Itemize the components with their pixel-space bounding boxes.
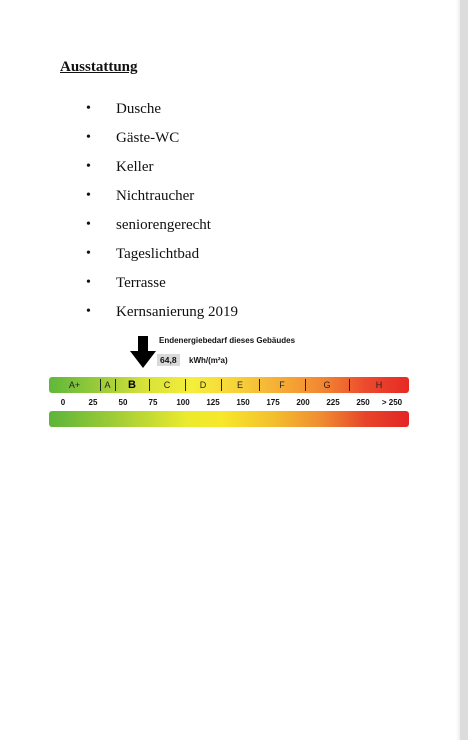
energy-unit: kWh/(m²a) (189, 356, 228, 365)
class-separator (115, 379, 116, 391)
list-item-label: Tageslichtbad (116, 246, 200, 262)
scale-tick-label: 100 (176, 398, 190, 407)
class-separator (100, 379, 101, 391)
arrow-down-icon (130, 336, 156, 368)
bullet: • (86, 188, 91, 203)
bullet: • (86, 217, 91, 232)
scale-tick-label: 125 (206, 398, 220, 407)
scale-tick-label: 75 (148, 398, 158, 407)
bullet: • (86, 304, 91, 319)
bullet: • (86, 101, 91, 116)
scale-tick-label: > 250 (381, 398, 403, 407)
energy-class-g: G (323, 380, 331, 390)
energy-caption: Endenergiebedarf dieses Gebäudes (159, 336, 296, 345)
scale-tick-label: 25 (88, 398, 98, 407)
bullet: • (86, 159, 91, 174)
scale-tick-label: 150 (236, 398, 250, 407)
scale-tick-label: 50 (118, 398, 128, 407)
list-item-label: seniorengerecht (116, 217, 211, 233)
energy-class-bar (49, 377, 409, 393)
scale-tick-label: 250 (356, 398, 370, 407)
class-separator (349, 379, 350, 391)
list-item-label: Kernsanierung 2019 (116, 304, 239, 320)
bullet: • (86, 275, 91, 290)
class-separator (259, 379, 260, 391)
energy-class-d: D (199, 380, 207, 390)
energy-class-e: E (236, 380, 243, 390)
energy-class-f: F (279, 380, 285, 390)
class-separator (185, 379, 186, 391)
energy-class-b: B (128, 379, 136, 391)
energy-class-c: C (163, 380, 171, 390)
list-item-label: Keller (116, 159, 154, 175)
section-heading: Ausstattung (60, 59, 138, 75)
list-item-label: Terrasse (116, 275, 166, 291)
energy-class-aplus: A+ (68, 380, 81, 390)
energy-gradient-bar (49, 411, 409, 427)
class-separator (305, 379, 306, 391)
list-item-label: Nichtraucher (116, 188, 195, 204)
scale-tick-label: 0 (60, 398, 66, 407)
list-item-label: Dusche (116, 101, 161, 117)
energy-class-a: A (104, 380, 111, 390)
class-separator (221, 379, 222, 391)
bullet: • (86, 130, 91, 145)
scale-tick-label: 200 (296, 398, 310, 407)
energy-value: 64,8 (157, 354, 180, 366)
class-separator (149, 379, 150, 391)
bullet: • (86, 246, 91, 261)
scale-tick-label: 225 (326, 398, 340, 407)
energy-class-h: H (375, 380, 383, 390)
scale-tick-label: 175 (266, 398, 280, 407)
list-item-label: Gäste-WC (116, 130, 180, 146)
